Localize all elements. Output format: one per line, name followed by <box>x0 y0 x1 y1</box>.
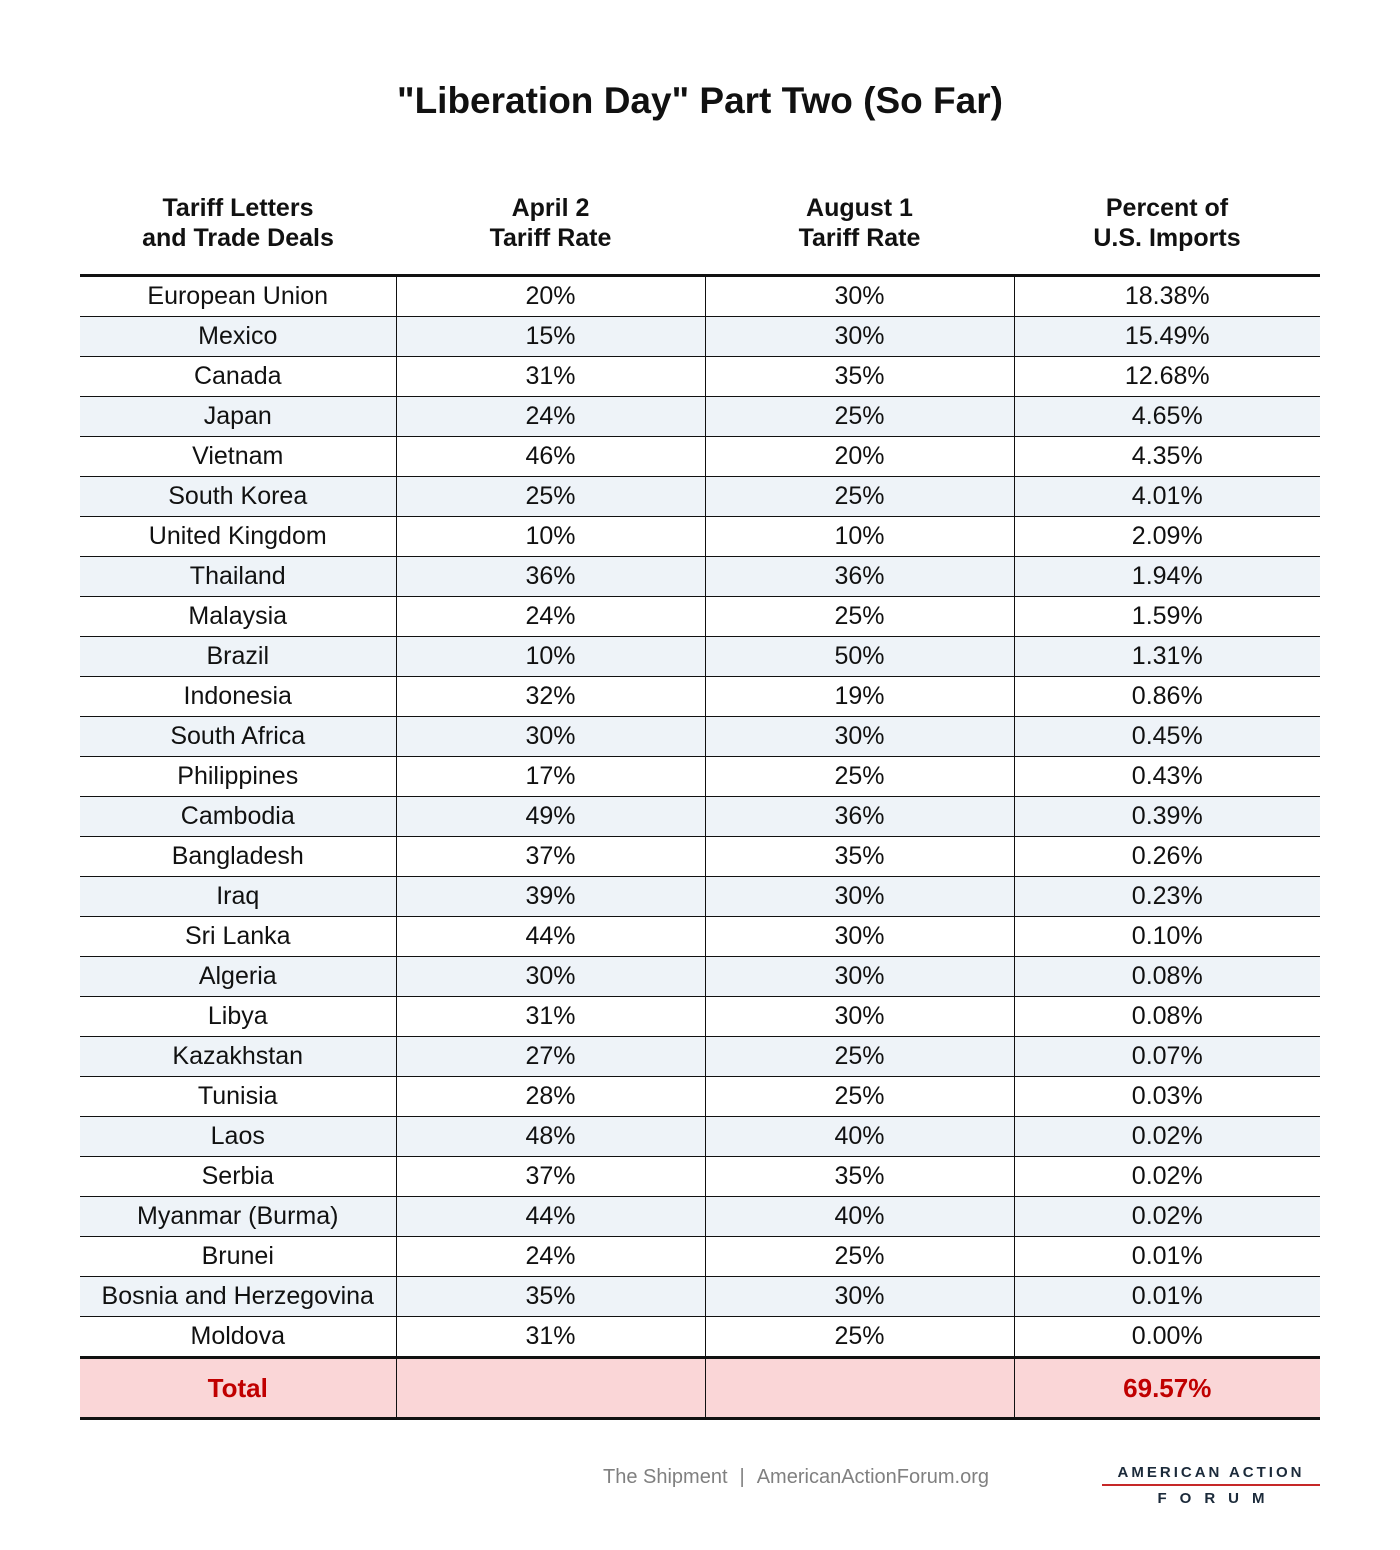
footer-source: The Shipment <box>603 1466 728 1488</box>
country-cell: Cambodia <box>80 797 396 837</box>
total-row <box>80 1358 1320 1419</box>
august-rate-cell: 19% <box>705 677 1014 717</box>
import-share-cell: 1.31% <box>1014 637 1320 677</box>
august-rate-cell: 25% <box>705 597 1014 637</box>
header-august-rate <box>705 176 1014 276</box>
import-share-cell: 0.02% <box>1014 1197 1320 1237</box>
country-cell: Mexico <box>80 317 396 357</box>
header-april-line2: Tariff Rate <box>489 224 612 252</box>
april-rate-cell: 15% <box>396 317 705 357</box>
table-row <box>80 1237 1320 1277</box>
import-share-cell: 0.08% <box>1014 957 1320 997</box>
april-rate-cell: 28% <box>396 1077 705 1117</box>
import-share-cell: 15.49% <box>1014 317 1320 357</box>
country-cell: Vietnam <box>80 437 396 477</box>
april-rate-cell: 31% <box>396 357 705 397</box>
april-rate-cell: 24% <box>396 1237 705 1277</box>
april-rate-cell: 31% <box>396 1317 705 1358</box>
header-row <box>80 176 1320 276</box>
august-rate-cell: 50% <box>705 637 1014 677</box>
country-cell: South Korea <box>80 477 396 517</box>
footer-site[interactable]: AmericanActionForum.org <box>756 1466 990 1488</box>
august-rate-cell: 40% <box>705 1117 1014 1157</box>
logo-line1: AMERICAN ACTION <box>1117 1464 1305 1481</box>
table-row <box>80 317 1320 357</box>
august-rate-cell: 30% <box>705 957 1014 997</box>
table-row <box>80 997 1320 1037</box>
header-country-line1: Tariff Letters <box>162 194 314 222</box>
import-share-cell: 0.02% <box>1014 1117 1320 1157</box>
august-rate-cell: 40% <box>705 1197 1014 1237</box>
april-rate-cell: 10% <box>396 517 705 557</box>
april-rate-cell: 49% <box>396 797 705 837</box>
import-share-cell: 0.01% <box>1014 1277 1320 1317</box>
august-rate-cell: 35% <box>705 837 1014 877</box>
august-rate-cell: 10% <box>705 517 1014 557</box>
table-body <box>80 276 1320 1358</box>
country-cell: Brazil <box>80 637 396 677</box>
august-rate-cell: 36% <box>705 557 1014 597</box>
logo-rule <box>1102 1484 1320 1486</box>
august-rate-cell: 25% <box>705 1077 1014 1117</box>
august-rate-cell: 30% <box>705 717 1014 757</box>
import-share-cell: 0.86% <box>1014 677 1320 717</box>
country-cell: Japan <box>80 397 396 437</box>
april-rate-cell: 31% <box>396 997 705 1037</box>
country-cell: Iraq <box>80 877 396 917</box>
april-rate-cell: 48% <box>396 1117 705 1157</box>
import-share-cell: 0.10% <box>1014 917 1320 957</box>
import-share-cell: 1.59% <box>1014 597 1320 637</box>
table-row <box>80 397 1320 437</box>
april-rate-cell: 30% <box>396 957 705 997</box>
header-august-line1: August 1 <box>806 194 913 222</box>
country-cell: Indonesia <box>80 677 396 717</box>
april-rate-cell: 37% <box>396 1157 705 1197</box>
header-share-line2: U.S. Imports <box>1093 224 1241 252</box>
table-row <box>80 276 1320 317</box>
country-cell: European Union <box>80 276 396 317</box>
april-rate-cell: 44% <box>396 917 705 957</box>
april-rate-cell: 37% <box>396 837 705 877</box>
august-rate-cell: 35% <box>705 357 1014 397</box>
table-row <box>80 1317 1320 1358</box>
import-share-cell: 4.35% <box>1014 437 1320 477</box>
table-row <box>80 557 1320 597</box>
import-share-cell: 0.43% <box>1014 757 1320 797</box>
table-row <box>80 797 1320 837</box>
country-cell: Kazakhstan <box>80 1037 396 1077</box>
total-april <box>396 1358 705 1419</box>
import-share-cell: 0.00% <box>1014 1317 1320 1358</box>
april-rate-cell: 17% <box>396 757 705 797</box>
table-row <box>80 1197 1320 1237</box>
import-share-cell: 0.08% <box>1014 997 1320 1037</box>
import-share-cell: 1.94% <box>1014 557 1320 597</box>
table-row <box>80 717 1320 757</box>
total-august <box>705 1358 1014 1419</box>
import-share-cell: 0.23% <box>1014 877 1320 917</box>
country-cell: Tunisia <box>80 1077 396 1117</box>
import-share-cell: 12.68% <box>1014 357 1320 397</box>
header-country <box>80 176 396 276</box>
table-row <box>80 677 1320 717</box>
august-rate-cell: 20% <box>705 437 1014 477</box>
april-rate-cell: 30% <box>396 717 705 757</box>
country-cell: Brunei <box>80 1237 396 1277</box>
header-import-share <box>1014 176 1320 276</box>
country-cell: Thailand <box>80 557 396 597</box>
header-august-line2: Tariff Rate <box>798 224 921 252</box>
august-rate-cell: 25% <box>705 757 1014 797</box>
april-rate-cell: 25% <box>396 477 705 517</box>
april-rate-cell: 32% <box>396 677 705 717</box>
august-rate-cell: 35% <box>705 1157 1014 1197</box>
country-cell: Canada <box>80 357 396 397</box>
logo-line2: FORUM <box>1157 1490 1278 1507</box>
august-rate-cell: 30% <box>705 276 1014 317</box>
import-share-cell: 18.38% <box>1014 276 1320 317</box>
country-cell: Laos <box>80 1117 396 1157</box>
table-row <box>80 477 1320 517</box>
aaf-logo <box>1102 1464 1320 1507</box>
country-cell: South Africa <box>80 717 396 757</box>
import-share-cell: 0.26% <box>1014 837 1320 877</box>
import-share-cell: 0.07% <box>1014 1037 1320 1077</box>
country-cell: Bangladesh <box>80 837 396 877</box>
table-row <box>80 517 1320 557</box>
country-cell: Algeria <box>80 957 396 997</box>
august-rate-cell: 25% <box>705 1317 1014 1358</box>
april-rate-cell: 36% <box>396 557 705 597</box>
table-row <box>80 597 1320 637</box>
country-cell: Malaysia <box>80 597 396 637</box>
header-share-line1: Percent of <box>1105 194 1229 222</box>
footer-credit <box>603 1466 989 1489</box>
april-rate-cell: 20% <box>396 276 705 317</box>
table-row <box>80 1277 1320 1317</box>
april-rate-cell: 35% <box>396 1277 705 1317</box>
country-cell: Myanmar (Burma) <box>80 1197 396 1237</box>
import-share-cell: 4.65% <box>1014 397 1320 437</box>
import-share-cell: 0.03% <box>1014 1077 1320 1117</box>
table-row <box>80 837 1320 877</box>
april-rate-cell: 24% <box>396 597 705 637</box>
header-country-line2: and Trade Deals <box>142 224 334 252</box>
august-rate-cell: 25% <box>705 1037 1014 1077</box>
import-share-cell: 0.02% <box>1014 1157 1320 1197</box>
footer-separator: | <box>739 1466 745 1488</box>
april-rate-cell: 46% <box>396 437 705 477</box>
august-rate-cell: 25% <box>705 1237 1014 1277</box>
tariff-table <box>80 176 1320 1420</box>
total-percent: 69.57% <box>1014 1358 1320 1419</box>
table-row <box>80 917 1320 957</box>
april-rate-cell: 44% <box>396 1197 705 1237</box>
country-cell: Libya <box>80 997 396 1037</box>
country-cell: Moldova <box>80 1317 396 1358</box>
table-row <box>80 1157 1320 1197</box>
table-row <box>80 437 1320 477</box>
april-rate-cell: 39% <box>396 877 705 917</box>
table-row <box>80 637 1320 677</box>
table-row <box>80 1037 1320 1077</box>
country-cell: Serbia <box>80 1157 396 1197</box>
table-row <box>80 1117 1320 1157</box>
august-rate-cell: 30% <box>705 317 1014 357</box>
table-row <box>80 877 1320 917</box>
august-rate-cell: 25% <box>705 477 1014 517</box>
country-cell: Sri Lanka <box>80 917 396 957</box>
country-cell: United Kingdom <box>80 517 396 557</box>
import-share-cell: 4.01% <box>1014 477 1320 517</box>
august-rate-cell: 30% <box>705 917 1014 957</box>
header-april-rate <box>396 176 705 276</box>
august-rate-cell: 30% <box>705 1277 1014 1317</box>
april-rate-cell: 27% <box>396 1037 705 1077</box>
header-april-line1: April 2 <box>511 194 590 222</box>
table-row <box>80 757 1320 797</box>
table-row <box>80 1077 1320 1117</box>
april-rate-cell: 24% <box>396 397 705 437</box>
april-rate-cell: 10% <box>396 637 705 677</box>
country-cell: Bosnia and Herzegovina <box>80 1277 396 1317</box>
import-share-cell: 0.01% <box>1014 1237 1320 1277</box>
import-share-cell: 0.45% <box>1014 717 1320 757</box>
country-cell: Philippines <box>80 757 396 797</box>
table-row <box>80 957 1320 997</box>
august-rate-cell: 30% <box>705 877 1014 917</box>
import-share-cell: 2.09% <box>1014 517 1320 557</box>
chart-title: "Liberation Day" Part Two (So Far) <box>397 80 1003 121</box>
import-share-cell: 0.39% <box>1014 797 1320 837</box>
august-rate-cell: 30% <box>705 997 1014 1037</box>
august-rate-cell: 36% <box>705 797 1014 837</box>
total-label: Total <box>80 1358 396 1419</box>
august-rate-cell: 25% <box>705 397 1014 437</box>
table-row <box>80 357 1320 397</box>
